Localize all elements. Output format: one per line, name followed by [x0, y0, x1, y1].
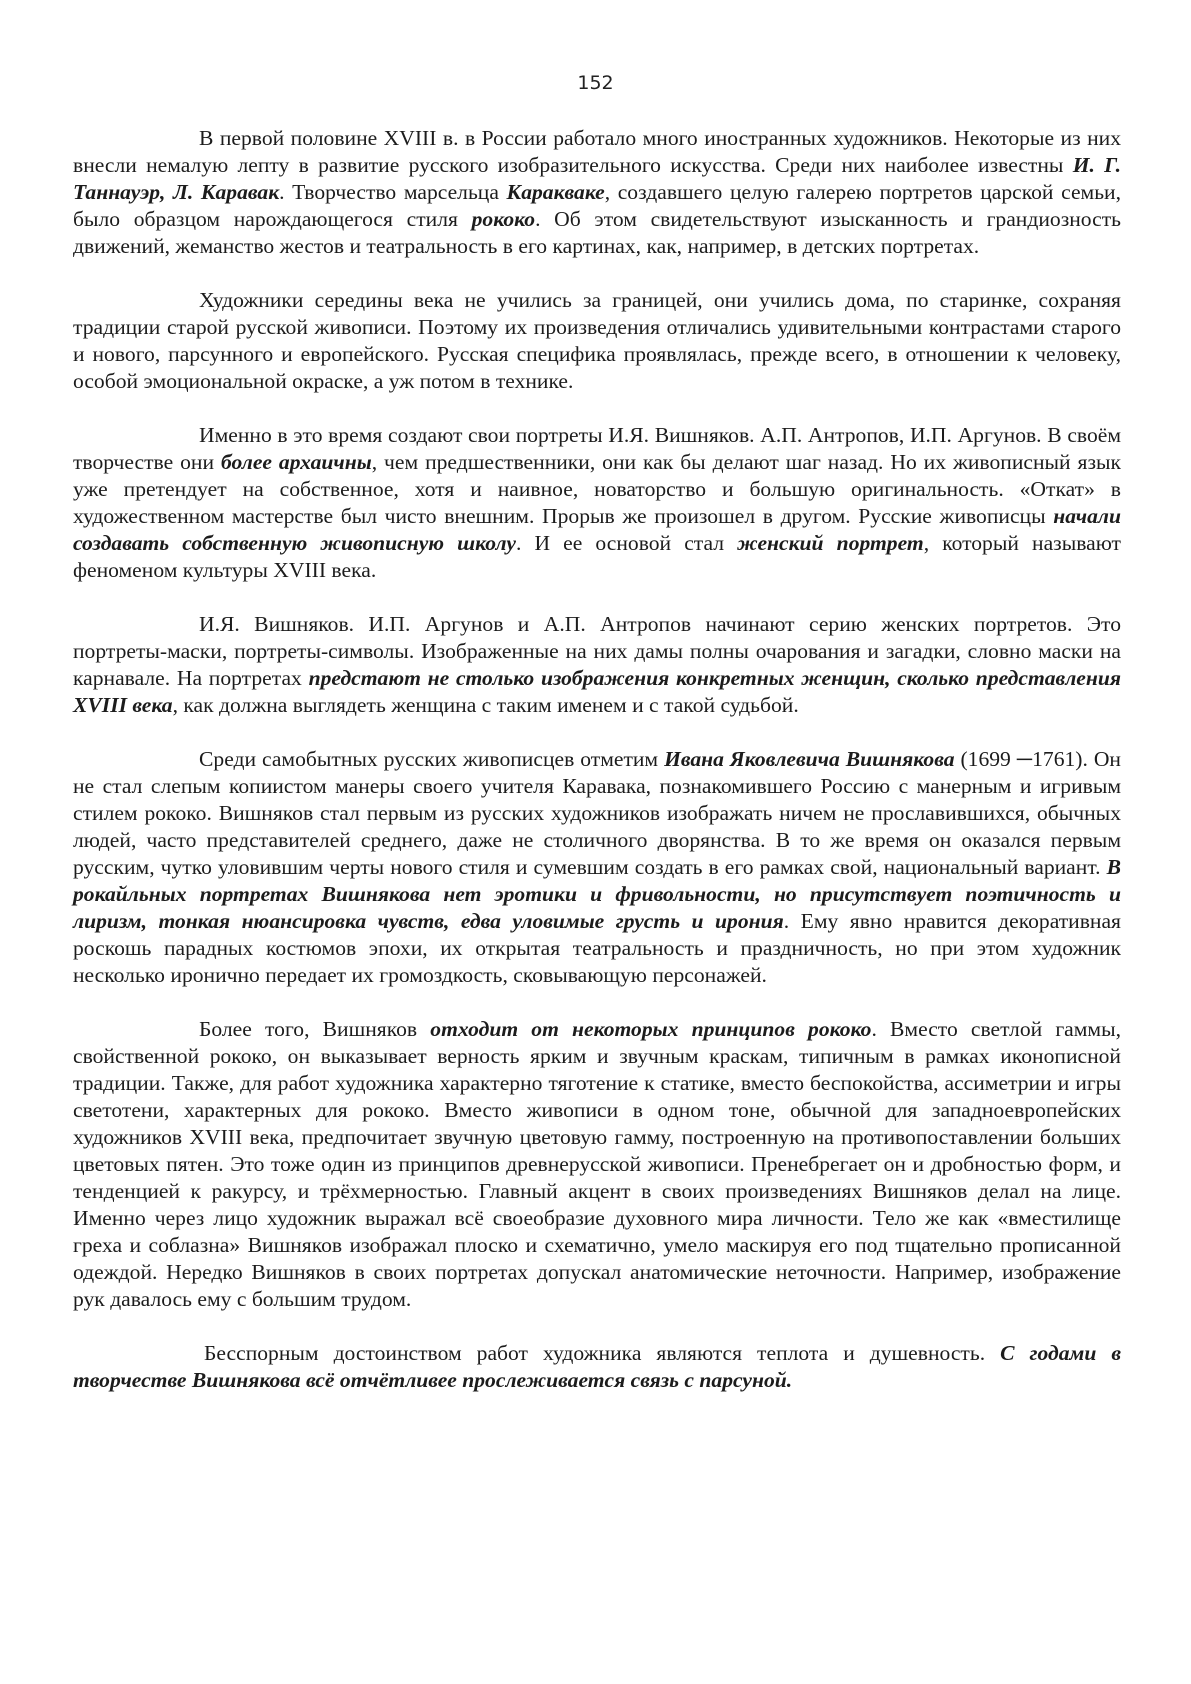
- paragraph-2: [73, 287, 1121, 395]
- paragraph-1: [73, 125, 1121, 260]
- text-run: , который называют феноменом культуры XVIII века.: [73, 531, 1121, 582]
- emphasized-text: С годами в творчестве Вишнякова всё отчётливее прослеживается связь с парсуной.: [73, 1341, 1121, 1392]
- text-run: , чем предшественники, они как бы делают шаг назад. Но их живописный язык уже претендует на собственное, хотя и наивное, новаторство и большую оригинальность. «Откат» в художественном мастерстве был чисто внешним. Прорыв же произошел в другом. Русские живописцы: [73, 450, 1121, 528]
- emphasized-text: начали создавать собственную живописную школу: [73, 504, 1121, 555]
- text-run: Именно в это время создают свои портреты И.Я. Вишняков. А.П. Антропов, И.П. Аргунов. В своём творчестве они: [73, 423, 1121, 474]
- text-run: . Творчество марсельца: [279, 180, 507, 204]
- text-run: Художники середины века не учились за границей, они учились дома, по старинке, сохраняя традиции старой русской живописи. Поэтому их произведения отличались удивительными контрастами старого и нового, парсунного и европейского. Русская специфика проявлялась, прежде всего, в отношении к человеку, особой эмоциональной окраске, а уж потом в технике.: [73, 288, 1121, 393]
- text-run: , создавшего целую галерею портретов царской семьи, было образцом нарождающегося стиля: [73, 180, 1121, 231]
- emphasized-text: Ивана Яковлевича Вишнякова: [664, 747, 955, 771]
- emphasized-text: предстают не столько изображения конкретных женщин, сколько представления XVIII века: [73, 666, 1121, 717]
- text-run: Более того, Вишняков: [199, 1017, 431, 1041]
- body-text: [73, 125, 1121, 1421]
- text-run: Среди самобытных русских живописцев отметим: [199, 747, 665, 771]
- emphasized-text: рококо: [471, 207, 536, 231]
- paragraph-3: [73, 422, 1121, 584]
- text-run: . Об этом свидетельствуют изысканность и грандиозность движений, жеманство жестов и театральность в его картинах, как, например, в детских портретах.: [73, 207, 1121, 258]
- text-run: (1699 ─1761). Он не стал слепым копиистом манеры своего учителя Каравака, познакомившего Россию с манерным и игривым стилем рококо. Вишняков стал первым из русских художников изображать ничем не прославившихся, обычных людей, часто представителей среднего, даже не столичного дворянства. В то же время он оказался первым русским, чутко уловившим черты нового стиля и сумевшим создать в его рамках свой, национальный вариант.: [73, 747, 1121, 879]
- paragraph-5: [73, 746, 1121, 989]
- text-run: В первой половине XVIII в. в России работало много иностранных художников. Некоторые из них внесли немалую лепту в развитие русского изобразительного искусства. Среди них наиболее известны: [73, 126, 1121, 177]
- paragraph-7: [73, 1340, 1121, 1394]
- page-number: 152: [577, 72, 614, 94]
- text-run: . И ее основой стал: [515, 531, 738, 555]
- emphasized-text: отходит от некоторых принципов рококо: [430, 1017, 872, 1041]
- text-run: . Ему явно нравится декоративная роскошь парадных костюмов эпохи, их открытая театральность и праздничность, но при этом художник несколько иронично передает их громоздкость, сковывающую персонажей.: [73, 909, 1121, 987]
- text-run: . Вместо светлой гаммы, свойственной рококо, он выказывает верность ярким и звучным краскам, типичным в рамках иконописной традиции. Также, для работ художника характерно тяготение к статике, вместо беспокойства, ассиметрии и игры светотени, характерных для рококо. Вместо живописи в одном тоне, обычной для западноевропейских художников XVIII века, предпочитает звучную цветовую гамму, построенную на противопоставлении больших цветовых пятен. Это тоже один из принципов древнерусской живописи. Пренебрегает он и дробностью форм, и тенденцией к ракурсу, и трёхмерностью. Главный акцент в своих произведениях Вишняков делал на лице. Именно через лицо художник выражал всё своеобразие духовного мира личности. Тело же как «вместилище греха и соблазна» Вишняков изображал плоско и схематично, умело маскируя его под тщательно прописанной одеждой. Нередко Вишняков в своих портретах допускал анатомические неточности. Например, изображение рук давалось ему с большим трудом.: [73, 1017, 1122, 1311]
- text-run: , как должна выглядеть женщина с таким именем и с такой судьбой.: [172, 693, 799, 717]
- emphasized-text: И. Г. Таннауэр, Л. Каравак: [73, 153, 1121, 204]
- paragraph-6: [73, 1016, 1121, 1313]
- text-run: И.Я. Вишняков. И.П. Аргунов и А.П. Антропов начинают серию женских портретов. Это портреты-маски, портреты-символы. Изображенные на них дамы полны очарования и загадки, словно маски на карнавале. На портретах: [73, 612, 1121, 690]
- paragraph-4: [73, 611, 1121, 719]
- emphasized-text: женский портрет: [737, 531, 924, 555]
- text-run: Бесспорным достоинством работ художника являются теплота и душевность.: [204, 1341, 1001, 1365]
- emphasized-text: В рокайльных портретах Вишнякова нет эротики и фривольности, но присутствует поэтичность и лиризм, тонкая нюансировка чувств, едва уловимые грусть и ирония: [73, 855, 1121, 933]
- emphasized-text: Каракваке: [506, 180, 605, 204]
- emphasized-text: более архаичны: [220, 450, 372, 474]
